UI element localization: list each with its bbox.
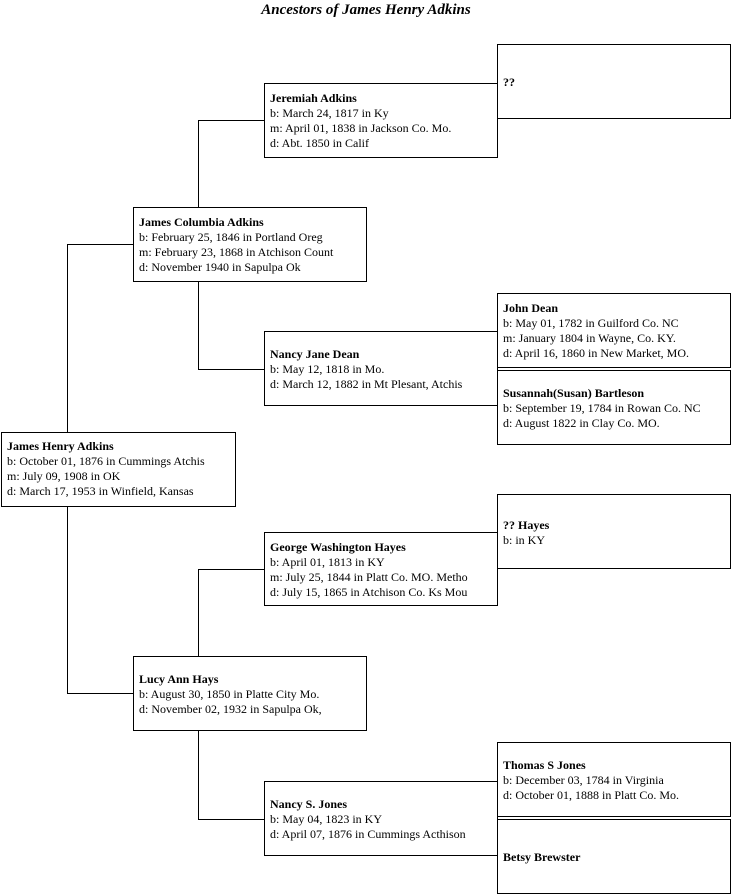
person-box-james-henry-adkins: [1, 432, 236, 507]
person-name: George Washington Hayes: [270, 540, 406, 554]
person-name: Betsy Brewster: [503, 850, 581, 864]
person-name: ??: [503, 75, 515, 89]
marriage-info: m: July 25, 1844 in Platt Co. MO. Metho: [270, 570, 468, 584]
person-name: John Dean: [503, 301, 559, 315]
person-box-john-dean: [497, 293, 731, 368]
death-info: d: March 12, 1882 in Mt Plesant, Atchis: [270, 377, 463, 391]
chart-title: Ancestors of James Henry Adkins: [261, 2, 471, 18]
person-box-george-washington-hayes: [264, 532, 498, 606]
person-name: James Henry Adkins: [7, 439, 114, 453]
person-box-nancy-s-jones: [264, 781, 498, 856]
birth-info: b: May 12, 1818 in Mo.: [270, 362, 385, 376]
person-name: Nancy S. Jones: [270, 797, 348, 811]
connector: [198, 569, 199, 657]
person-name: Susannah(Susan) Bartleson: [503, 386, 645, 400]
death-info: d: July 15, 1865 in Atchison Co. Ks Mou: [270, 585, 468, 599]
connector: [198, 569, 265, 570]
marriage-info: m: February 23, 1868 in Atchison Count: [139, 245, 334, 259]
connector: [198, 730, 199, 819]
death-info: d: October 01, 1888 in Platt Co. Mo.: [503, 788, 679, 802]
person-box-susannah-bartleson: [497, 370, 731, 445]
person-name: Thomas S Jones: [503, 758, 586, 772]
birth-info: b: August 30, 1850 in Platte City Mo.: [139, 687, 320, 701]
connector: [67, 506, 68, 693]
birth-info: b: April 01, 1813 in KY: [270, 555, 385, 569]
person-box-unknown: [497, 44, 731, 119]
person-box-james-columbia-adkins: [133, 207, 367, 282]
death-info: d: April 07, 1876 in Cummings Acthison: [270, 827, 466, 841]
birth-info: b: March 24, 1817 in Ky: [270, 106, 389, 120]
person-box-jeremiah-adkins: [264, 83, 498, 158]
birth-info: b: October 01, 1876 in Cummings Atchis: [7, 454, 205, 468]
birth-info: b: September 19, 1784 in Rowan Co. NC: [503, 401, 701, 415]
birth-info: b: December 03, 1784 in Virginia: [503, 773, 664, 787]
connector: [198, 819, 265, 820]
birth-info: b: May 01, 1782 in Guilford Co. NC: [503, 316, 679, 330]
birth-info: b: May 04, 1823 in KY: [270, 812, 382, 826]
person-name: Lucy Ann Hays: [139, 672, 219, 686]
marriage-info: m: January 1804 in Wayne, Co. KY.: [503, 331, 676, 345]
person-name: ?? Hayes: [503, 518, 550, 532]
marriage-info: m: July 09, 1908 in OK: [7, 469, 121, 483]
birth-info: b: in KY: [503, 533, 545, 547]
connector: [198, 281, 199, 369]
death-info: d: August 1822 in Clay Co. MO.: [503, 416, 660, 430]
person-box-lucy-ann-hays: [133, 656, 367, 731]
connector: [198, 120, 199, 208]
person-box-betsy-brewster: [497, 819, 731, 894]
person-name: Nancy Jane Dean: [270, 347, 360, 361]
person-box-hayes-unknown: [497, 494, 731, 569]
death-info: d: April 16, 1860 in New Market, MO.: [503, 346, 689, 360]
death-info: d: March 17, 1953 in Winfield, Kansas: [7, 484, 194, 498]
person-box-nancy-jane-dean: [264, 331, 498, 406]
connector: [198, 120, 265, 121]
person-name: James Columbia Adkins: [139, 215, 264, 229]
birth-info: b: February 25, 1846 in Portland Oreg: [139, 230, 323, 244]
person-box-thomas-s-jones: [497, 742, 731, 817]
connector: [67, 244, 68, 433]
death-info: d: November 1940 in Sapulpa Ok: [139, 260, 301, 274]
death-info: d: Abt. 1850 in Calif: [270, 136, 369, 150]
connector: [67, 693, 134, 694]
death-info: d: November 02, 1932 in Sapulpa Ok,: [139, 702, 322, 716]
marriage-info: m: April 01, 1838 in Jackson Co. Mo.: [270, 121, 452, 135]
connector: [198, 369, 265, 370]
person-name: Jeremiah Adkins: [270, 91, 357, 105]
connector: [67, 244, 134, 245]
